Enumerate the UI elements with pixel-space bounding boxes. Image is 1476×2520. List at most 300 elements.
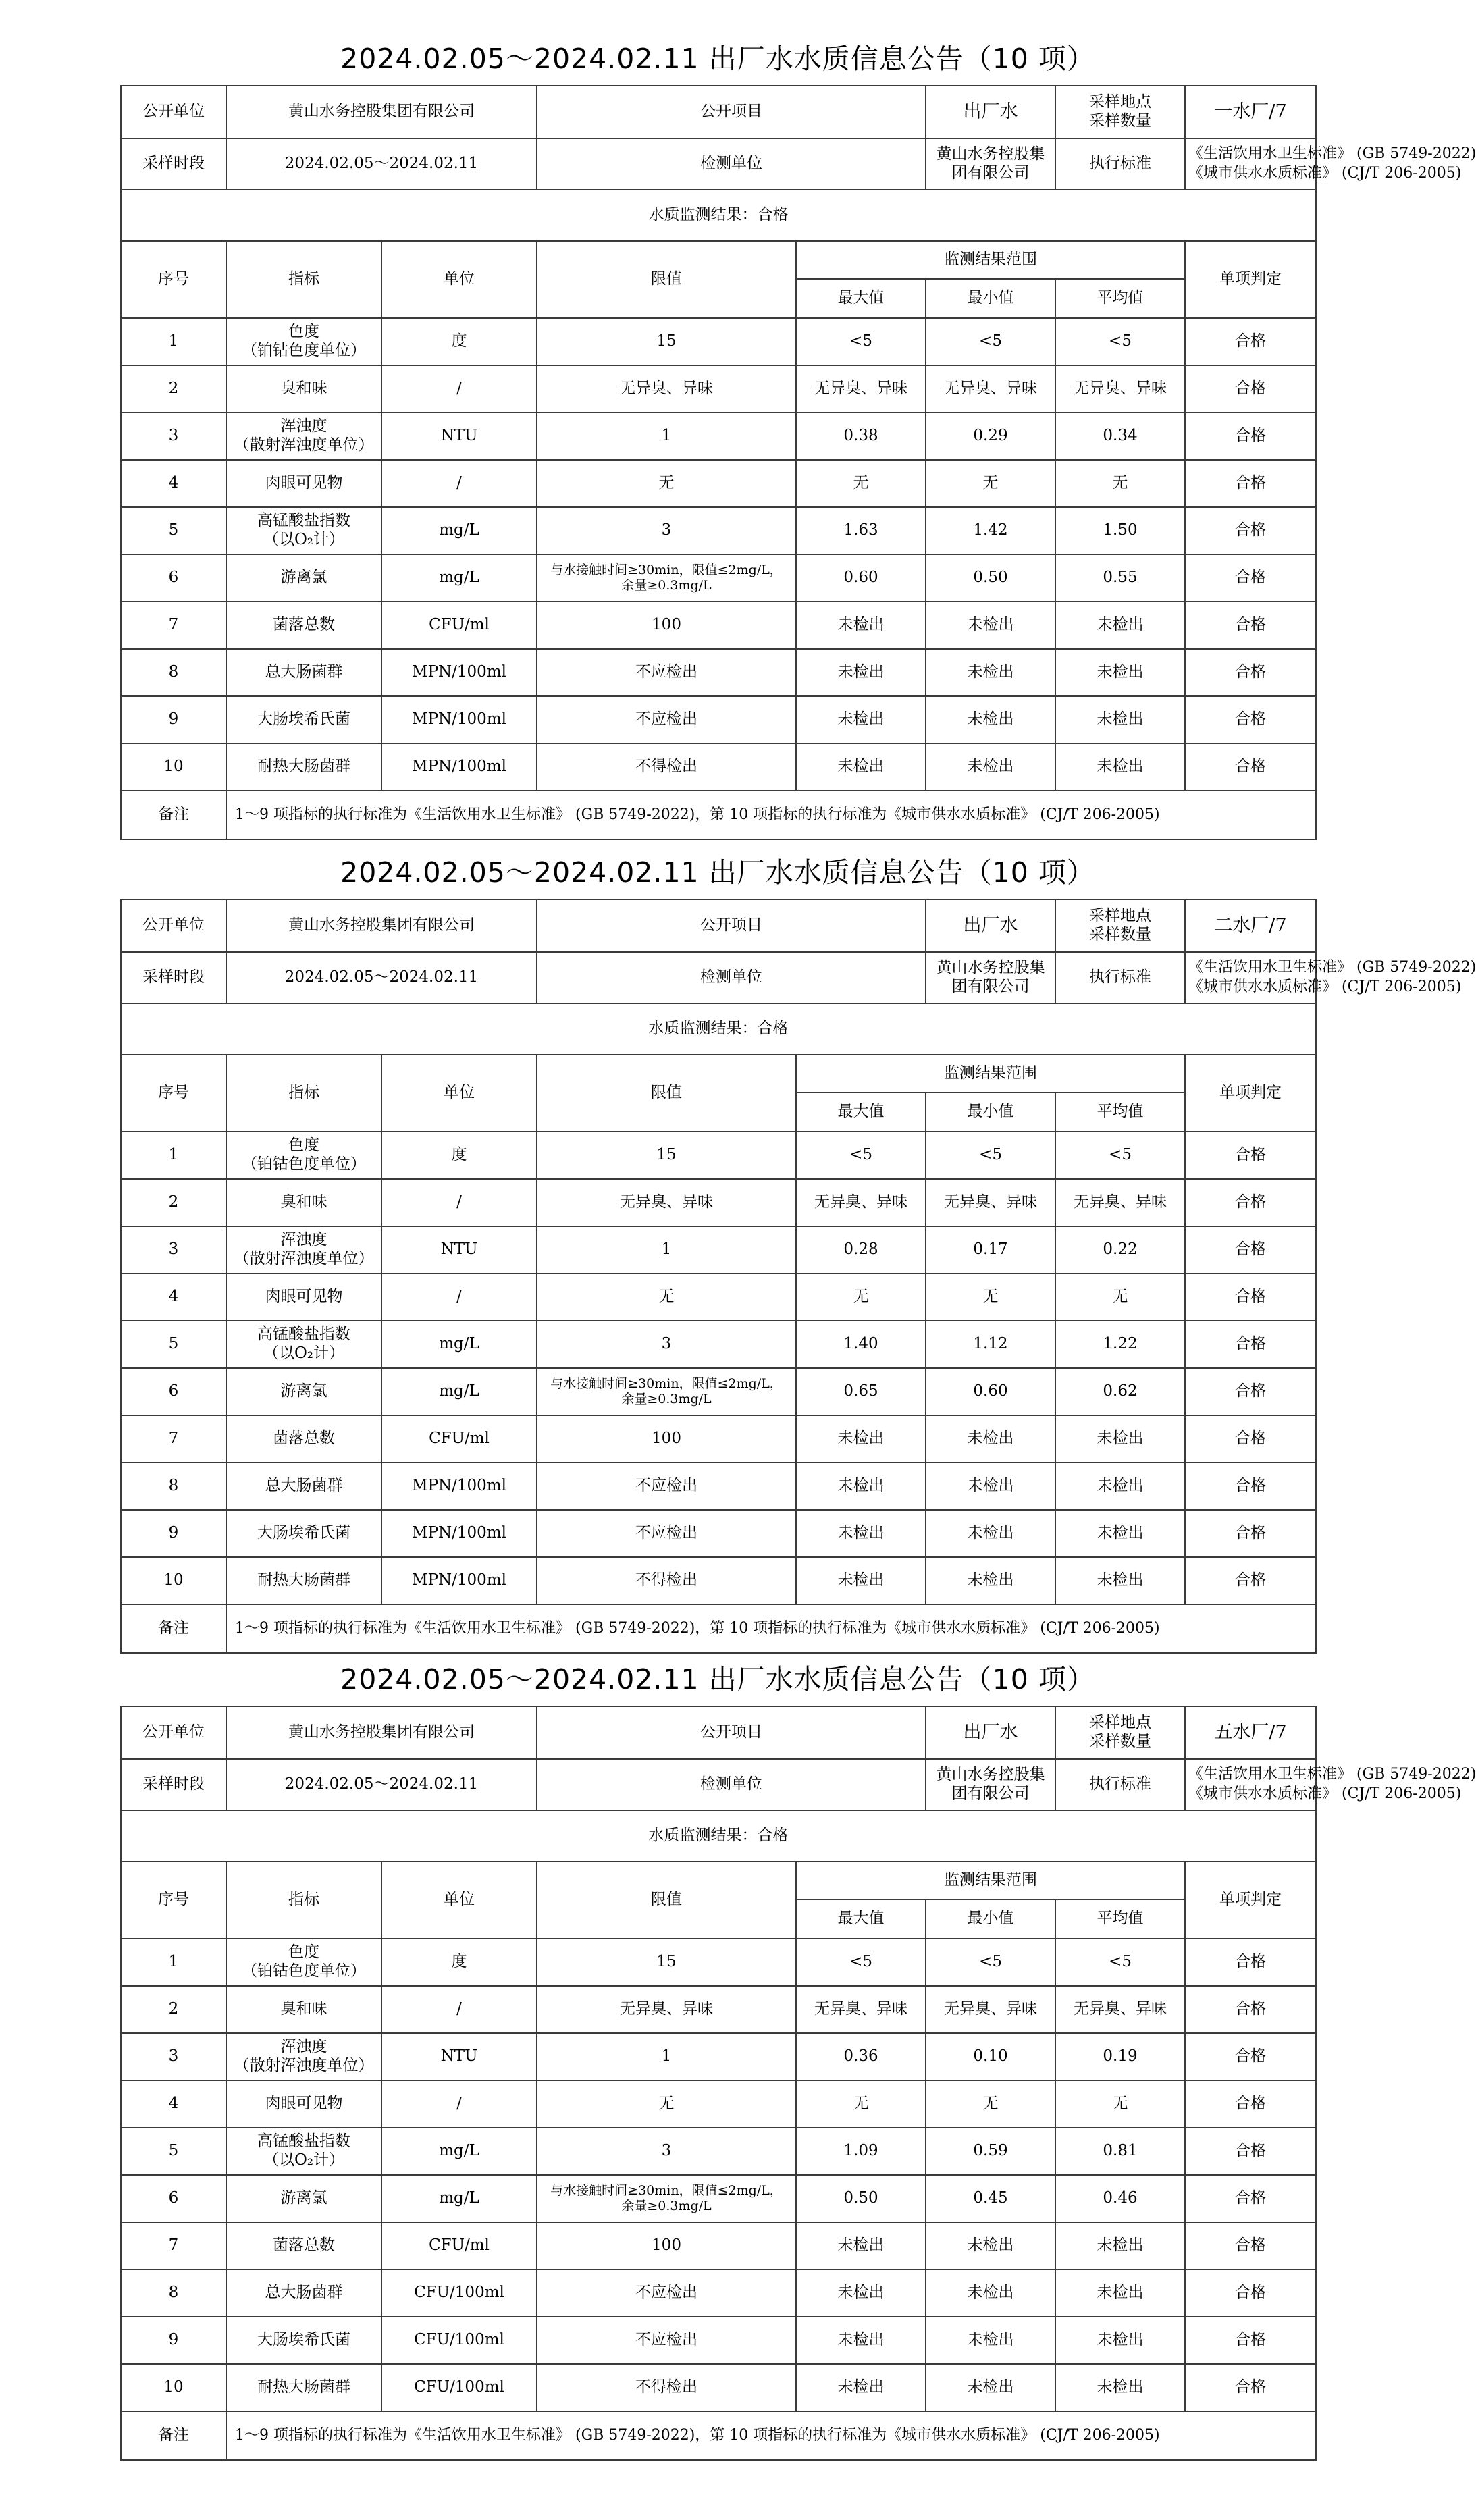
col-verdict: 单项判定 [1185, 1862, 1316, 1939]
conclusion-row [121, 1810, 1316, 1862]
row-no: 4 [121, 460, 226, 507]
standard-line1: 《生活饮用水卫生标准》 (GB 5749-2022) [1188, 145, 1476, 163]
publisher-label: 公开单位 [121, 899, 226, 952]
col-unit: 单位 [381, 1862, 537, 1939]
indicator-name: 色度 [288, 323, 319, 341]
col-max: 最大值 [796, 1899, 926, 1939]
row-no: 6 [121, 554, 226, 602]
row-avg: 无 [1055, 1274, 1185, 1321]
row-unit: / [381, 1179, 537, 1226]
col-range: 监测结果范围 [796, 1862, 1185, 1899]
row-unit: CFU/ml [381, 602, 537, 649]
row-indicator [226, 2080, 381, 2128]
indicator-name: 菌落总数 [273, 616, 335, 634]
row-no: 10 [121, 743, 226, 791]
row-limit [537, 1415, 796, 1463]
row-avg: 未检出 [1055, 1557, 1185, 1604]
row-limit [537, 2080, 796, 2128]
row-verdict: 合格 [1185, 1274, 1316, 1321]
row-limit [537, 1132, 796, 1179]
row-unit: 度 [381, 1132, 537, 1179]
header-row-period [121, 1759, 1316, 1810]
row-no: 9 [121, 1510, 226, 1557]
standard-value [1185, 138, 1476, 190]
indicator-name: 耐热大肠菌群 [257, 1571, 350, 1590]
lab-value: 黄山水务控股集团有限公司 [926, 1759, 1055, 1810]
row-unit: mg/L [381, 1368, 537, 1415]
col-min: 最小值 [926, 1093, 1055, 1132]
row-indicator [226, 649, 381, 696]
row-indicator [226, 1557, 381, 1604]
table-row [121, 2364, 1316, 2411]
row-indicator [226, 2364, 381, 2411]
row-avg: <5 [1055, 1132, 1185, 1179]
note-row [121, 791, 1316, 839]
row-no: 3 [121, 1226, 226, 1274]
row-min: 无 [926, 2080, 1055, 2128]
row-max: 0.36 [796, 2033, 926, 2080]
row-max: 未检出 [796, 2317, 926, 2364]
row-avg: 未检出 [1055, 696, 1185, 743]
report-title: 2024.02.05～2024.02.11 出厂水水质信息公告（10 项） [340, 1663, 1095, 1696]
limit-line2: 余量≥0.3mg/L [621, 2199, 712, 2213]
publisher-value: 黄山水务控股集团有限公司 [226, 1706, 537, 1759]
indicator-name: 高锰酸盐指数 [257, 512, 350, 530]
row-avg: 未检出 [1055, 2364, 1185, 2411]
row-min: 无异臭、异味 [926, 365, 1055, 413]
row-min: 0.17 [926, 1226, 1055, 1274]
row-indicator [226, 743, 381, 791]
row-max: 1.63 [796, 507, 926, 554]
row-unit: NTU [381, 413, 537, 460]
limit-line1: 与水接触时间≥30min，限值≤2mg/L， [550, 2183, 783, 2199]
row-unit: / [381, 2080, 537, 2128]
item-value: 出厂水 [926, 86, 1055, 138]
row-indicator [226, 413, 381, 460]
limit-line1: 100 [652, 616, 681, 634]
row-max: 未检出 [796, 1557, 926, 1604]
row-indicator [226, 602, 381, 649]
row-min: 0.29 [926, 413, 1055, 460]
site-label-line1: 采样地点 [1089, 1714, 1151, 1732]
table-row [121, 2080, 1316, 2128]
row-avg: 未检出 [1055, 1463, 1185, 1510]
row-avg: 0.46 [1055, 2175, 1185, 2222]
header-row-publisher [121, 86, 1316, 138]
note-label: 备注 [121, 2411, 226, 2460]
row-limit [537, 1179, 796, 1226]
indicator-name: 浑浊度 [280, 417, 327, 436]
row-indicator [226, 1226, 381, 1274]
row-avg: 0.62 [1055, 1368, 1185, 1415]
row-max: 未检出 [796, 2222, 926, 2269]
table-row [121, 602, 1316, 649]
col-no: 序号 [121, 1055, 226, 1132]
limit-line1: 1 [661, 2047, 672, 2066]
row-avg: 未检出 [1055, 1415, 1185, 1463]
row-verdict: 合格 [1185, 365, 1316, 413]
row-min: 未检出 [926, 602, 1055, 649]
note-label: 备注 [121, 791, 226, 839]
row-max: 未检出 [796, 743, 926, 791]
row-min: 未检出 [926, 2222, 1055, 2269]
table-row [121, 1939, 1316, 1986]
row-unit: NTU [381, 1226, 537, 1274]
table-row [121, 318, 1316, 365]
column-header-row [121, 1862, 1316, 1899]
row-min: 未检出 [926, 1557, 1055, 1604]
indicator-name: 游离氯 [280, 569, 327, 587]
standard-line2: 《城市供水水质标准》 (CJ/T 206-2005) [1188, 978, 1462, 995]
row-limit [537, 2364, 796, 2411]
indicator-name-sub: （散射浑浊度单位） [234, 1250, 374, 1267]
row-avg: 未检出 [1055, 743, 1185, 791]
standard-value [1185, 952, 1476, 1003]
row-max: 无 [796, 1274, 926, 1321]
indicator-name: 大肠埃希氏菌 [257, 2331, 350, 2349]
row-max: 未检出 [796, 2269, 926, 2317]
row-min: 未检出 [926, 2317, 1055, 2364]
water-quality-report [120, 1653, 1476, 2461]
limit-line1: 3 [661, 1335, 672, 1353]
row-avg: 1.50 [1055, 507, 1185, 554]
standard-line2: 《城市供水水质标准》 (CJ/T 206-2005) [1188, 165, 1462, 182]
row-limit [537, 1226, 796, 1274]
row-indicator [226, 2317, 381, 2364]
limit-line1: 1 [661, 1240, 672, 1259]
col-indicator: 指标 [226, 1055, 381, 1132]
col-avg: 平均值 [1055, 279, 1185, 318]
indicator-name: 游离氯 [280, 2189, 327, 2207]
row-avg: 无 [1055, 460, 1185, 507]
col-unit: 单位 [381, 241, 537, 318]
col-verdict: 单项判定 [1185, 241, 1316, 318]
row-avg: 1.22 [1055, 1321, 1185, 1368]
limit-line1: 无 [658, 1288, 675, 1306]
table-row [121, 1321, 1316, 1368]
limit-line2: 余量≥0.3mg/L [621, 1392, 712, 1407]
row-min: 未检出 [926, 1415, 1055, 1463]
indicator-name: 高锰酸盐指数 [257, 1325, 350, 1344]
row-no: 2 [121, 365, 226, 413]
publisher-value: 黄山水务控股集团有限公司 [226, 899, 537, 952]
col-range: 监测结果范围 [796, 1055, 1185, 1093]
row-min: 未检出 [926, 649, 1055, 696]
limit-line1: 不得检出 [635, 758, 697, 776]
row-indicator [226, 1939, 381, 1986]
indicator-name-sub: （铂钴色度单位） [242, 1155, 366, 1173]
lab-value: 黄山水务控股集团有限公司 [926, 952, 1055, 1003]
table-row [121, 2222, 1316, 2269]
row-min: 未检出 [926, 2269, 1055, 2317]
row-limit [537, 413, 796, 460]
limit-line1: 15 [656, 332, 677, 350]
row-max: 1.40 [796, 1321, 926, 1368]
row-min: 无 [926, 460, 1055, 507]
row-no: 4 [121, 1274, 226, 1321]
row-avg: 0.19 [1055, 2033, 1185, 2080]
row-verdict: 合格 [1185, 2033, 1316, 2080]
indicator-name: 浑浊度 [280, 1231, 327, 1249]
standard-label: 执行标准 [1055, 138, 1185, 190]
row-limit [537, 507, 796, 554]
period-value: 2024.02.05～2024.02.11 [226, 1759, 537, 1810]
row-avg: 未检出 [1055, 2317, 1185, 2364]
row-unit: NTU [381, 2033, 537, 2080]
row-no: 5 [121, 2128, 226, 2175]
note-text: 1～9 项指标的执行标准为《生活饮用水卫生标准》 (GB 5749-2022)，第 10 项指标的执行标准为《城市供水水质标准》 (CJ/T 206-2005) [226, 791, 1316, 839]
row-unit: CFU/100ml [381, 2269, 537, 2317]
note-label: 备注 [121, 1604, 226, 1653]
row-max: 无 [796, 460, 926, 507]
limit-line1: 3 [661, 521, 672, 540]
row-max: 0.50 [796, 2175, 926, 2222]
row-unit: mg/L [381, 2175, 537, 2222]
row-unit: 度 [381, 318, 537, 365]
row-max: <5 [796, 318, 926, 365]
row-min: 无异臭、异味 [926, 1179, 1055, 1226]
row-no: 6 [121, 2175, 226, 2222]
row-indicator [226, 1415, 381, 1463]
table-row [121, 413, 1316, 460]
row-verdict: 合格 [1185, 1415, 1316, 1463]
col-no: 序号 [121, 241, 226, 318]
limit-line1: 不应检出 [635, 2331, 697, 2349]
row-unit: 度 [381, 1939, 537, 1986]
row-limit [537, 1939, 796, 1986]
indicator-name: 浑浊度 [280, 2038, 327, 2056]
row-max: 0.38 [796, 413, 926, 460]
conclusion: 水质监测结果：合格 [121, 190, 1316, 241]
table-row [121, 507, 1316, 554]
row-indicator [226, 1132, 381, 1179]
row-indicator [226, 2033, 381, 2080]
limit-line1: 100 [652, 2236, 681, 2255]
standard-line2: 《城市供水水质标准》 (CJ/T 206-2005) [1188, 1785, 1462, 1802]
row-limit [537, 649, 796, 696]
row-no: 5 [121, 507, 226, 554]
indicator-name: 菌落总数 [273, 2236, 335, 2255]
item-value: 出厂水 [926, 899, 1055, 952]
site-label [1055, 86, 1185, 138]
col-limit: 限值 [537, 1862, 796, 1939]
limit-line1: 与水接触时间≥30min，限值≤2mg/L， [550, 562, 783, 578]
row-min: 未检出 [926, 1510, 1055, 1557]
conclusion: 水质监测结果：合格 [121, 1003, 1316, 1055]
row-indicator [226, 1179, 381, 1226]
indicator-name: 臭和味 [280, 379, 327, 398]
indicator-name: 臭和味 [280, 2000, 327, 2018]
table-row [121, 1415, 1316, 1463]
row-no: 1 [121, 1939, 226, 1986]
note-row [121, 1604, 1316, 1653]
row-indicator [226, 1510, 381, 1557]
limit-line1: 不得检出 [635, 2378, 697, 2396]
table-row [121, 743, 1316, 791]
row-verdict: 合格 [1185, 2128, 1316, 2175]
row-verdict: 合格 [1185, 554, 1316, 602]
indicator-name: 肉眼可见物 [265, 1288, 343, 1306]
row-verdict: 合格 [1185, 2317, 1316, 2364]
indicator-name-sub: （散射浑浊度单位） [234, 2057, 374, 2074]
row-no: 7 [121, 1415, 226, 1463]
row-min: <5 [926, 1132, 1055, 1179]
row-max: 未检出 [796, 696, 926, 743]
row-avg: 0.55 [1055, 554, 1185, 602]
col-limit: 限值 [537, 1055, 796, 1132]
table-row [121, 2175, 1316, 2222]
row-no: 8 [121, 649, 226, 696]
row-verdict: 合格 [1185, 1132, 1316, 1179]
row-verdict: 合格 [1185, 413, 1316, 460]
row-max: 0.60 [796, 554, 926, 602]
indicator-name: 肉眼可见物 [265, 2095, 343, 2113]
row-max: 未检出 [796, 2364, 926, 2411]
table-row [121, 1510, 1316, 1557]
indicator-name-sub: （散射浑浊度单位） [234, 436, 374, 454]
row-verdict: 合格 [1185, 1226, 1316, 1274]
row-no: 3 [121, 2033, 226, 2080]
row-no: 10 [121, 1557, 226, 1604]
item-value: 出厂水 [926, 1706, 1055, 1759]
row-limit [537, 1510, 796, 1557]
site-label-line2: 采样数量 [1089, 112, 1151, 130]
lab-label: 检测单位 [537, 138, 926, 190]
limit-line1: 3 [661, 2142, 672, 2160]
row-unit: MPN/100ml [381, 1510, 537, 1557]
row-avg: 无异臭、异味 [1055, 1986, 1185, 2033]
indicator-name: 高锰酸盐指数 [257, 2132, 350, 2151]
site-value: 五水厂/7 [1185, 1706, 1316, 1759]
period-value: 2024.02.05～2024.02.11 [226, 952, 537, 1003]
row-max: 未检出 [796, 649, 926, 696]
limit-line1: 不应检出 [635, 663, 697, 681]
indicator-name: 大肠埃希氏菌 [257, 1524, 350, 1542]
limit-line1: 无异臭、异味 [620, 379, 713, 398]
row-no: 8 [121, 2269, 226, 2317]
row-limit [537, 696, 796, 743]
row-indicator [226, 1463, 381, 1510]
limit-line1: 15 [656, 1953, 677, 1971]
row-unit: / [381, 1274, 537, 1321]
row-min: 0.59 [926, 2128, 1055, 2175]
row-avg: 0.22 [1055, 1226, 1185, 1274]
row-no: 6 [121, 1368, 226, 1415]
table-row [121, 1368, 1316, 1415]
conclusion-row [121, 1003, 1316, 1055]
row-max: 无异臭、异味 [796, 365, 926, 413]
indicator-name: 耐热大肠菌群 [257, 2378, 350, 2396]
table-row [121, 1132, 1316, 1179]
row-max: 0.65 [796, 1368, 926, 1415]
table-row [121, 554, 1316, 602]
indicator-name: 游离氯 [280, 1382, 327, 1400]
table-row [121, 696, 1316, 743]
row-indicator [226, 365, 381, 413]
row-avg: 无异臭、异味 [1055, 365, 1185, 413]
row-limit [537, 2222, 796, 2269]
row-limit [537, 1557, 796, 1604]
row-unit: MPN/100ml [381, 743, 537, 791]
row-avg: 0.81 [1055, 2128, 1185, 2175]
row-verdict: 合格 [1185, 318, 1316, 365]
col-no: 序号 [121, 1862, 226, 1939]
note-text: 1～9 项指标的执行标准为《生活饮用水卫生标准》 (GB 5749-2022)，第 10 项指标的执行标准为《城市供水水质标准》 (CJ/T 206-2005) [226, 2411, 1316, 2460]
report-table [120, 85, 1476, 840]
report-table [120, 1706, 1476, 2461]
standard-label: 执行标准 [1055, 1759, 1185, 1810]
row-max: 未检出 [796, 602, 926, 649]
indicator-name: 总大肠菌群 [265, 663, 343, 681]
indicator-name: 色度 [288, 1943, 319, 1962]
indicator-name: 耐热大肠菌群 [257, 758, 350, 776]
row-unit: mg/L [381, 507, 537, 554]
column-header-row [121, 241, 1316, 279]
report-title: 2024.02.05～2024.02.11 出厂水水质信息公告（10 项） [340, 43, 1095, 75]
limit-line2: 余量≥0.3mg/L [621, 578, 712, 593]
row-limit [537, 602, 796, 649]
row-limit [537, 365, 796, 413]
header-row-publisher [121, 1706, 1316, 1759]
row-unit: MPN/100ml [381, 696, 537, 743]
row-indicator [226, 1321, 381, 1368]
row-avg: 0.34 [1055, 413, 1185, 460]
row-verdict: 合格 [1185, 2175, 1316, 2222]
row-verdict: 合格 [1185, 649, 1316, 696]
publisher-value: 黄山水务控股集团有限公司 [226, 86, 537, 138]
row-no: 2 [121, 1179, 226, 1226]
row-verdict: 合格 [1185, 1321, 1316, 1368]
row-unit: mg/L [381, 554, 537, 602]
row-min: 0.60 [926, 1368, 1055, 1415]
report-table [120, 899, 1476, 1654]
row-avg: 未检出 [1055, 2269, 1185, 2317]
row-indicator [226, 2222, 381, 2269]
limit-line1: 不应检出 [635, 1477, 697, 1495]
col-indicator: 指标 [226, 1862, 381, 1939]
col-max: 最大值 [796, 1093, 926, 1132]
row-limit [537, 460, 796, 507]
row-no: 9 [121, 2317, 226, 2364]
row-min: 0.50 [926, 554, 1055, 602]
row-min: 未检出 [926, 2364, 1055, 2411]
lab-label: 检测单位 [537, 1759, 926, 1810]
table-row [121, 365, 1316, 413]
row-unit: / [381, 460, 537, 507]
col-avg: 平均值 [1055, 1093, 1185, 1132]
row-min: 1.42 [926, 507, 1055, 554]
site-value: 二水厂/7 [1185, 899, 1316, 952]
row-max: 无异臭、异味 [796, 1179, 926, 1226]
table-row [121, 1986, 1316, 2033]
row-verdict: 合格 [1185, 2222, 1316, 2269]
row-indicator [226, 460, 381, 507]
period-label: 采样时段 [121, 1759, 226, 1810]
water-quality-report [120, 32, 1476, 840]
row-unit: / [381, 365, 537, 413]
period-label: 采样时段 [121, 138, 226, 190]
standard-line1: 《生活饮用水卫生标准》 (GB 5749-2022) [1188, 959, 1476, 976]
row-avg: 无 [1055, 2080, 1185, 2128]
row-indicator [226, 318, 381, 365]
row-unit: mg/L [381, 2128, 537, 2175]
row-min: 0.45 [926, 2175, 1055, 2222]
row-min: <5 [926, 1939, 1055, 1986]
note-row [121, 2411, 1316, 2460]
col-range: 监测结果范围 [796, 241, 1185, 279]
row-verdict: 合格 [1185, 2269, 1316, 2317]
item-label: 公开项目 [537, 86, 926, 138]
